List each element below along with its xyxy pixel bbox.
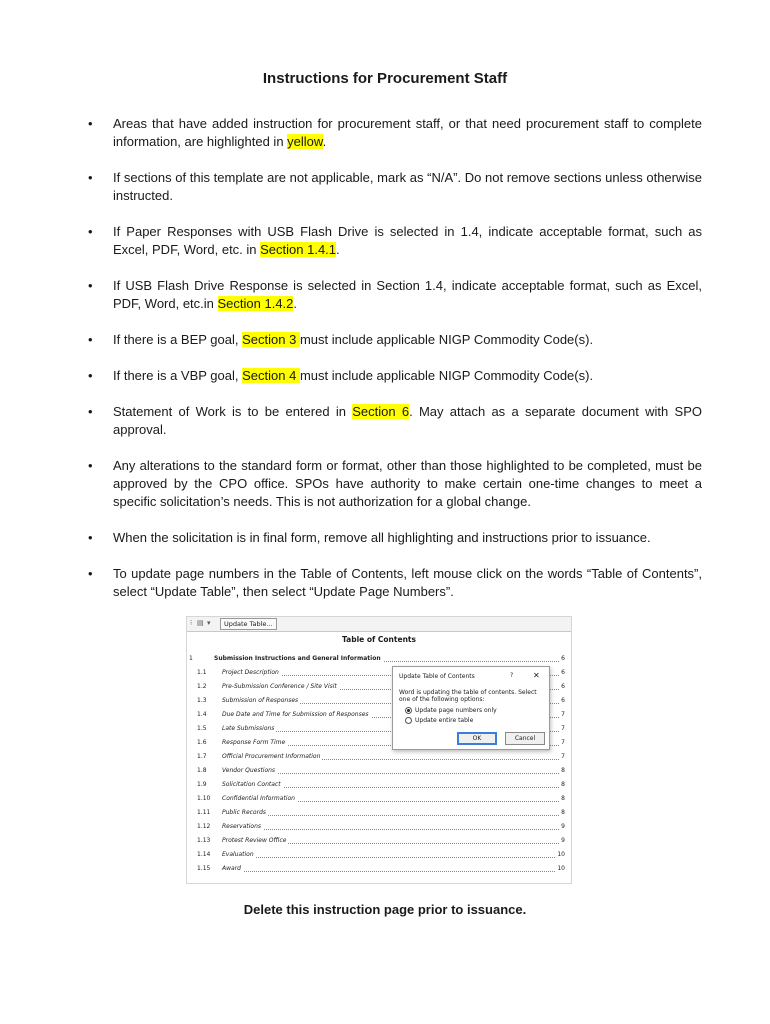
toc-page: 6: [561, 683, 565, 690]
toc-entry: [187, 849, 571, 860]
bullet-text-end: .: [322, 134, 327, 149]
highlight-text: Section 6: [352, 404, 410, 419]
toc-toolbar: [187, 617, 571, 632]
toc-label: Solicitation Contact: [222, 781, 281, 788]
list-item: [88, 565, 702, 601]
leader-dots: [222, 807, 561, 816]
bullet-icon: •: [88, 458, 93, 473]
highlight-text: Section 1.4.2: [217, 296, 294, 311]
toc-entry: [187, 751, 571, 762]
toc-number: 1.4: [197, 711, 207, 718]
bullet-icon: •: [88, 224, 93, 239]
instruction-list: [88, 115, 702, 619]
toc-label: Confidential Information: [222, 795, 295, 802]
toc-number: 1.8: [197, 767, 207, 774]
radio-icon[interactable]: [405, 717, 412, 724]
toc-page: 10: [557, 851, 565, 858]
bullet-text-end: must include applicable NIGP Commodity Code(s).: [299, 368, 594, 383]
toc-number: 1.13: [197, 837, 211, 844]
toc-page: 6: [561, 655, 565, 662]
leader-dots: [222, 849, 561, 858]
bullet-text-end: . May attach as a separate document with SPO approval.: [113, 404, 702, 437]
toc-page: 7: [561, 711, 565, 718]
bullet-text-end: must include applicable NIGP Commodity Code(s).: [299, 332, 594, 347]
highlight-text: Section 3: [242, 332, 300, 347]
bullet-text: If sections of this template are not applicable, mark as “N/A”. Do not remove sections unless otherwise instructed.: [113, 170, 702, 203]
toc-page: 8: [561, 767, 565, 774]
toc-page: 9: [561, 823, 565, 830]
toc-number: 1.11: [197, 809, 211, 816]
bullet-text: If USB Flash Drive Response is selected in Section 1.4, indicate acceptable format, such as Excel, PDF, Word, etc.in: [113, 278, 702, 311]
toc-page: 8: [561, 781, 565, 788]
bullet-icon: •: [88, 170, 93, 185]
toc-label: Response Form Time: [222, 739, 286, 746]
list-item: [88, 223, 702, 259]
bullet-icon: •: [88, 566, 93, 581]
page-title: Instructions for Procurement Staff: [262, 70, 508, 87]
list-item: [88, 457, 702, 511]
bullet-text: If Paper Responses with USB Flash Drive is selected in 1.4, indicate acceptable format, such as Excel, PDF, Word, etc. in: [113, 224, 702, 257]
toc-label: Project Description: [222, 669, 279, 676]
toc-main-entry: [187, 653, 571, 664]
toc-entry: [187, 821, 571, 832]
toc-page: 6: [561, 697, 565, 704]
toc-number: 1.2: [197, 683, 207, 690]
list-item: [88, 115, 702, 151]
toc-label: Reservations: [222, 823, 261, 830]
radio-label: Update entire table: [415, 717, 474, 724]
bullet-icon: •: [88, 332, 93, 347]
toc-label: Due Date and Time for Submission of Responses: [222, 711, 369, 718]
ok-button[interactable]: OK: [457, 732, 497, 745]
toc-number: 1.3: [197, 697, 207, 704]
toc-number: 1.10: [197, 795, 211, 802]
toc-number: 1.1: [197, 669, 207, 676]
radio-selected-icon[interactable]: [405, 707, 412, 714]
toc-label: Public Records: [222, 809, 267, 816]
toc-page: 6: [561, 669, 565, 676]
bullet-icon: •: [88, 368, 93, 383]
bullet-text: If there is a VBP goal,: [113, 368, 243, 383]
toc-number: 1.14: [197, 851, 211, 858]
highlight-text: yellow: [287, 134, 323, 149]
toc-page: 7: [561, 753, 565, 760]
list-item: [88, 277, 702, 313]
toc-heading[interactable]: Table of Contents: [342, 635, 416, 644]
toc-label: Late Submissions: [222, 725, 275, 732]
toc-number: 1.9: [197, 781, 207, 788]
bullet-text: When the solicitation is in final form, remove all highlighting and instructions prior to issuance.: [113, 530, 651, 545]
toc-page: 10: [557, 865, 565, 872]
radio-label: Update page numbers only: [415, 707, 497, 714]
help-icon[interactable]: ?: [510, 672, 514, 679]
bullet-text: If there is a BEP goal,: [113, 332, 243, 347]
toc-entry: [187, 807, 571, 818]
leader-dots: [222, 863, 561, 872]
list-item: [88, 367, 702, 385]
list-item: [88, 169, 702, 205]
list-item: [88, 403, 702, 439]
bullet-icon: •: [88, 404, 93, 419]
toc-entry: [187, 835, 571, 846]
radio-entire-table[interactable]: [405, 717, 473, 724]
toc-label: Evaluation: [222, 851, 254, 858]
toc-label: Submission Instructions and General Information: [214, 655, 381, 662]
toc-number: 1.6: [197, 739, 207, 746]
toc-number: 1.5: [197, 725, 207, 732]
toc-entry: [187, 863, 571, 874]
toc-entry: [187, 793, 571, 804]
bullet-text: Statement of Work is to be entered in: [113, 404, 353, 419]
radio-page-numbers[interactable]: [405, 707, 497, 714]
bullet-icon: •: [88, 530, 93, 545]
update-table-button[interactable]: Update Table...: [220, 618, 277, 630]
toc-number: 1.15: [197, 865, 211, 872]
bullet-text-end: .: [293, 296, 298, 311]
move-handle-icon: ⁝: [190, 619, 193, 627]
toc-page: 7: [561, 739, 565, 746]
close-icon[interactable]: ✕: [533, 671, 540, 680]
toc-page: 8: [561, 795, 565, 802]
bullet-text: To update page numbers in the Table of Contents, left mouse click on the words “Table of Contents”, select “Update Table”, then select “Update Page Numbers”.: [113, 566, 702, 599]
toc-entry: [187, 779, 571, 790]
toc-number: 1.7: [197, 753, 207, 760]
toc-label: Pre-Submission Conference / Site Visit: [222, 683, 337, 690]
document-icon: ▤: [197, 619, 204, 627]
toc-entry: [187, 765, 571, 776]
bullet-text: Areas that have added instruction for procurement staff, or that need procurement staff to complete information, are highlighted in: [113, 116, 702, 149]
toc-label: Vendor Questions: [222, 767, 276, 774]
leader-dots: [222, 821, 561, 830]
cancel-button[interactable]: Cancel: [505, 732, 545, 745]
highlight-text: Section 4: [242, 368, 300, 383]
toc-label: Official Procurement Information: [222, 753, 321, 760]
toc-number: 1.12: [197, 823, 211, 830]
bullet-icon: •: [88, 278, 93, 293]
list-item: [88, 331, 702, 349]
toc-page: 9: [561, 837, 565, 844]
toc-number: 1: [189, 655, 193, 662]
toc-label: Award: [222, 865, 241, 872]
toc-label: Submission of Responses: [222, 697, 299, 704]
update-toc-dialog: [392, 666, 550, 750]
toc-screenshot: [186, 616, 572, 884]
toc-label: Protest Review Office: [222, 837, 287, 844]
toc-page: 7: [561, 725, 565, 732]
toc-page: 8: [561, 809, 565, 816]
list-item: [88, 529, 702, 547]
highlight-text: Section 1.4.1: [260, 242, 337, 257]
bullet-text-end: .: [336, 242, 340, 257]
bullet-text: Any alterations to the standard form or format, other than those highlighted to be completed, must be approved by the CPO office. SPOs have authority to make certain one-time changes to meet a specific solicitation’s needs. This is not authorization for a global change.: [113, 458, 702, 509]
footer-note: Delete this instruction page prior to issuance.: [243, 902, 527, 917]
dialog-title: Update Table of Contents: [399, 673, 475, 680]
dropdown-arrow-icon: ▾: [207, 619, 211, 627]
dialog-message: Word is updating the table of contents. Select one of the following options:: [399, 689, 537, 703]
bullet-icon: •: [88, 116, 93, 131]
